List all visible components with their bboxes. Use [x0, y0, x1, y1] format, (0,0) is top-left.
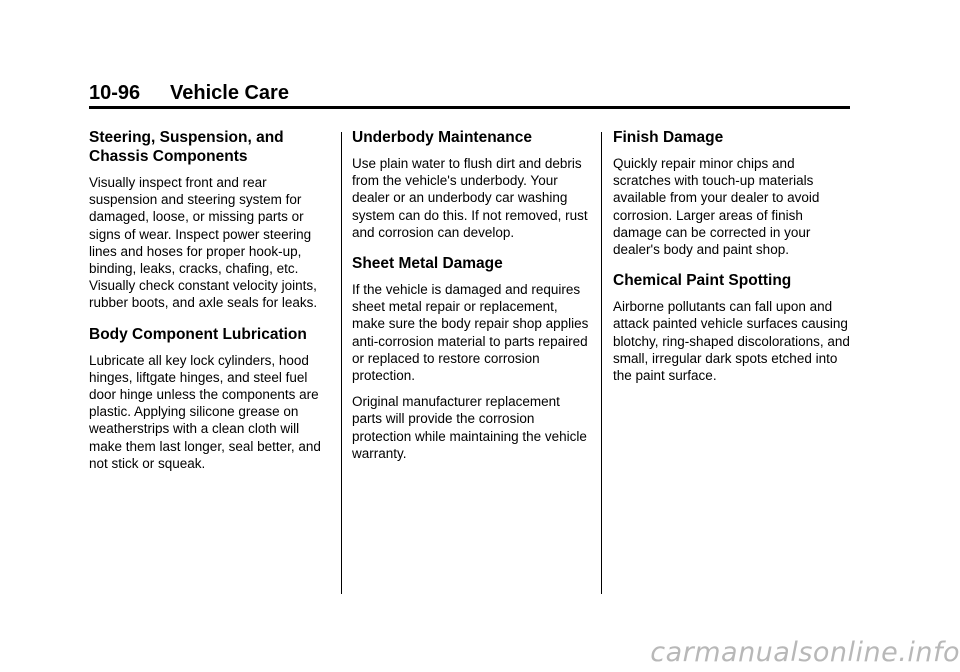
paragraph-sheet-metal-repair: If the vehicle is damaged and requires sheet metal repair or replacement, make sure the body repair shop applies anti-corrosion material to parts repaired or replaced to restore corrosion protection.	[352, 282, 589, 384]
paragraph-underbody-maintenance: Use plain water to flush dirt and debris from the vehicle's underbody. Your dealer or an underbody car washing system can do this. If not removed, rust and corrosion can develop.	[352, 156, 588, 240]
heading-body-lubrication: Body Component Lubrication	[89, 325, 307, 343]
page-number: 10-96	[89, 82, 141, 104]
heading-underbody-maintenance: Underbody Maintenance	[352, 129, 532, 146]
heading-sheet-metal-damage: Sheet Metal Damage	[352, 255, 503, 273]
column-right	[613, 128, 853, 393]
column-divider	[601, 132, 602, 594]
section-title: Vehicle Care	[170, 82, 289, 104]
watermark: carmanualsonline.info	[650, 637, 960, 668]
paragraph-chemical-paint-spotting: Airborne pollutants can fall upon and attack painted vehicle surfaces causing blotchy, ring-shaped discolorations, and small, irregular dark spots etched into the paint surface.	[613, 299, 850, 384]
paragraph-sheet-metal-warranty: Original manufacturer replacement parts will provide the corrosion protection while maintaining the vehicle warranty.	[352, 394, 587, 461]
heading-steering-suspension: Steering, Suspension, and Chassis Components	[89, 129, 284, 165]
page-header	[89, 80, 850, 109]
column-middle	[352, 128, 592, 471]
heading-chemical-paint-spotting: Chemical Paint Spotting	[613, 272, 792, 290]
paragraph-finish-damage: Quickly repair minor chips and scratches with touch-up materials available from your dealer to avoid corrosion. Larger areas of finish damage can be corrected in your dealer's body and paint shop.	[613, 156, 820, 258]
paragraph-steering-suspension: Visually inspect front and rear suspension and steering system for damaged, loose, or missing parts or signs of wear. Inspect power steering lines and hoses for proper hook-up, binding, leaks, cracks, chafing, etc. Visually check constant velocity joints, rubber boots, and axle seals for leaks.	[89, 175, 318, 311]
column-divider	[341, 132, 342, 594]
column-left	[89, 128, 329, 481]
paragraph-body-lubrication: Lubricate all key lock cylinders, hood hinges, liftgate hinges, and steel fuel door hinge unless the components are plastic. Applying silicone grease on weatherstrips with a clean cloth will make them last longer, seal better, and not stick or squeak.	[89, 352, 321, 471]
heading-finish-damage: Finish Damage	[613, 129, 724, 146]
